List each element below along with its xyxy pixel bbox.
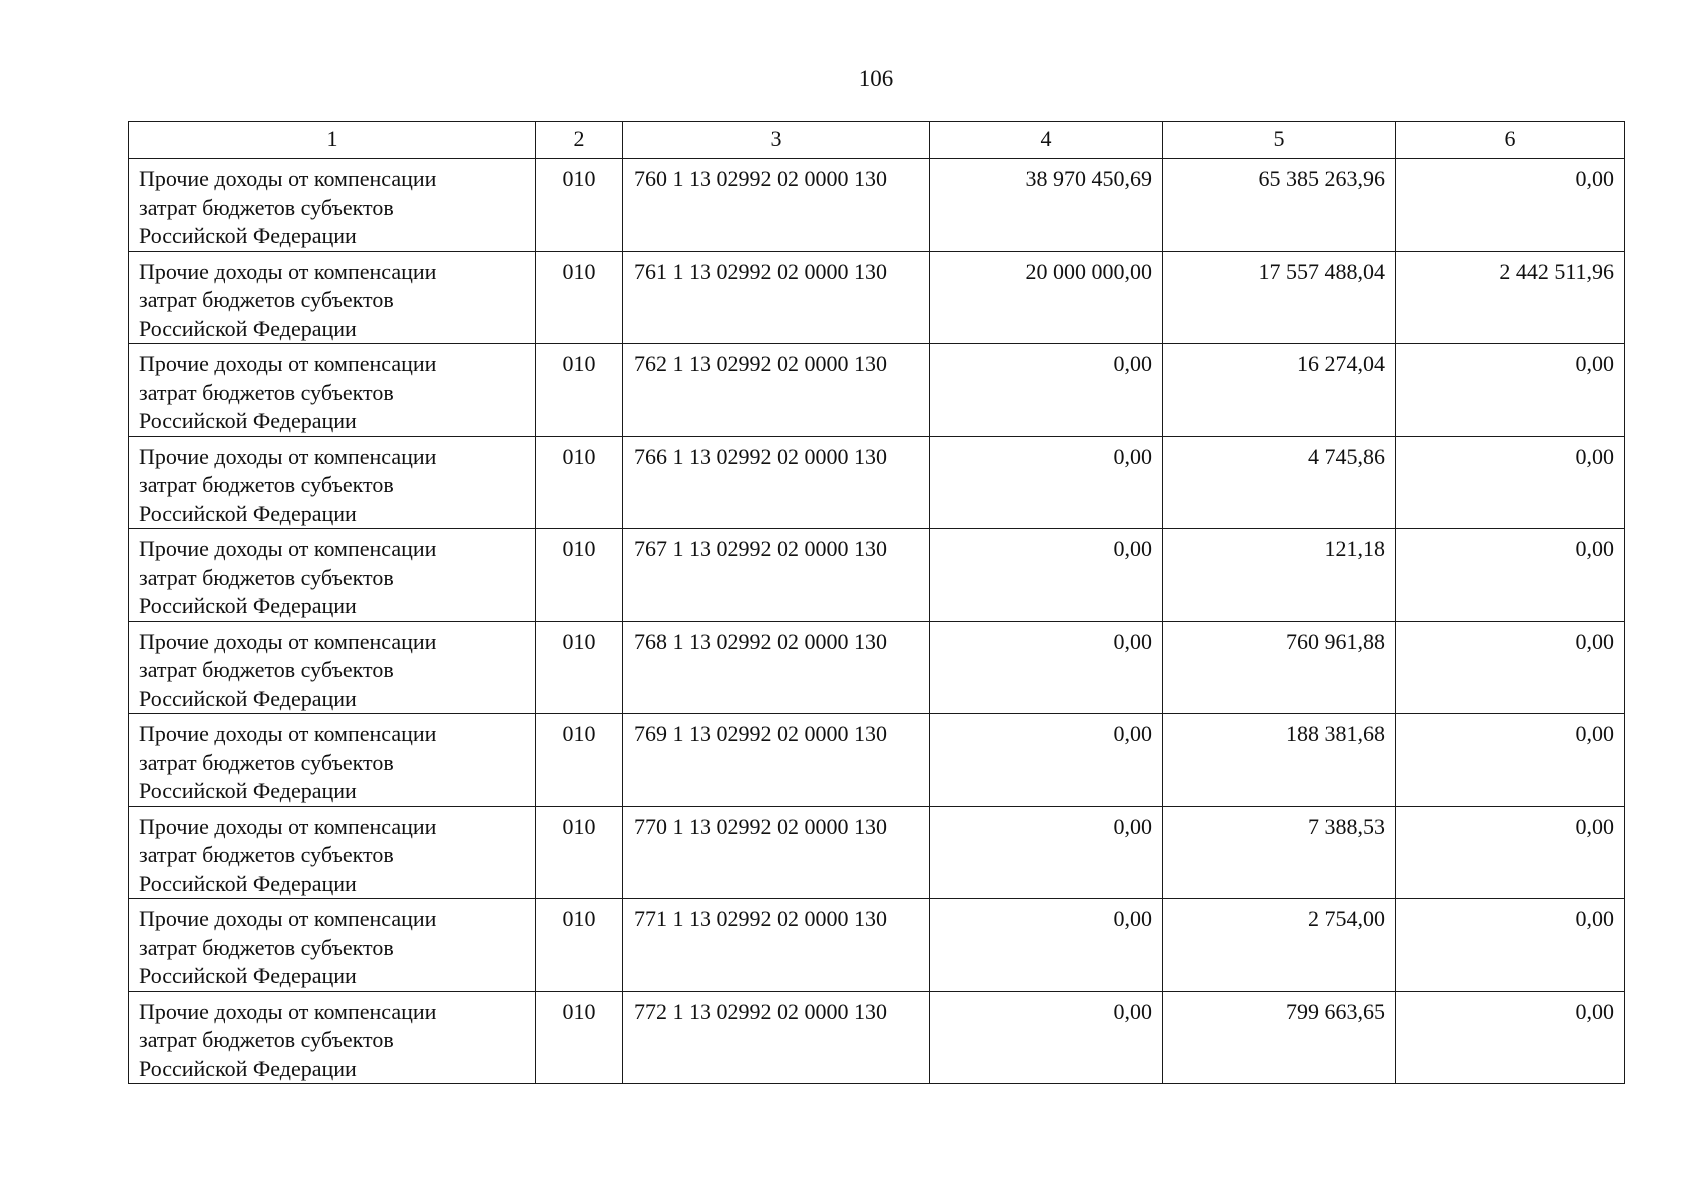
- column-header: 5: [1163, 122, 1396, 159]
- income-name-line: Российской Федерации: [139, 500, 357, 526]
- income-name-line: Прочие доходы от компенсации: [139, 166, 437, 191]
- amount-col5-cell: 188 381,68: [1163, 714, 1396, 807]
- income-name-line: Прочие доходы от компенсации: [139, 628, 437, 654]
- income-name-line: затрат бюджетов субъектов: [139, 1027, 394, 1052]
- amount-col4-cell: 0,00: [930, 529, 1163, 622]
- income-name-line: затрат бюджетов субъектов: [139, 564, 394, 590]
- amount-col6-cell: 0,00: [1396, 344, 1625, 437]
- income-name-line: Прочие доходы от компенсации: [139, 813, 437, 839]
- income-name-cell: [129, 529, 536, 622]
- income-name-line: Прочие доходы от компенсации: [139, 443, 437, 469]
- budget-code-cell: 761 1 13 02992 02 0000 130: [623, 251, 930, 344]
- column-header: 1: [129, 122, 536, 159]
- row-code-cell: 010: [536, 899, 623, 992]
- amount-col6-cell: 2 442 511,96: [1396, 251, 1625, 344]
- amount-col4-cell: 0,00: [930, 344, 1163, 437]
- income-name-cell: [129, 159, 536, 252]
- amount-col4-cell: 0,00: [930, 714, 1163, 807]
- amount-col4-cell: 0,00: [930, 991, 1163, 1084]
- row-code-cell: 010: [536, 621, 623, 714]
- header-row: [129, 122, 1625, 159]
- income-name-cell: [129, 436, 536, 529]
- amount-col6-cell: 0,00: [1396, 806, 1625, 899]
- amount-col4-cell: 0,00: [930, 621, 1163, 714]
- table-body: [129, 159, 1625, 1084]
- budget-code-cell: 771 1 13 02992 02 0000 130: [623, 899, 930, 992]
- amount-col4-cell: 0,00: [930, 806, 1163, 899]
- income-name-cell: [129, 344, 536, 437]
- budget-code-cell: 770 1 13 02992 02 0000 130: [623, 806, 930, 899]
- budget-code-cell: 766 1 13 02992 02 0000 130: [623, 436, 930, 529]
- page-number: 106: [858, 66, 894, 91]
- income-name-line: Российской Федерации: [139, 315, 357, 341]
- budget-code-cell: 768 1 13 02992 02 0000 130: [623, 621, 930, 714]
- income-name-line: Российской Федерации: [139, 408, 357, 433]
- income-name-line: затрат бюджетов субъектов: [139, 194, 394, 220]
- amount-col4-cell: 20 000 000,00: [930, 251, 1163, 344]
- income-name-line: затрат бюджетов субъектов: [139, 287, 394, 312]
- column-header: 3: [623, 122, 930, 159]
- income-name-line: Прочие доходы от компенсации: [139, 998, 437, 1024]
- budget-code-cell: 760 1 13 02992 02 0000 130: [623, 159, 930, 252]
- income-name-cell: [129, 621, 536, 714]
- row-code-cell: 010: [536, 806, 623, 899]
- amount-col4-cell: 0,00: [930, 899, 1163, 992]
- amount-col6-cell: 0,00: [1396, 436, 1625, 529]
- budget-code-cell: 767 1 13 02992 02 0000 130: [623, 529, 930, 622]
- row-code-cell: 010: [536, 436, 623, 529]
- budget-code-cell: 762 1 13 02992 02 0000 130: [623, 344, 930, 437]
- income-name-line: затрат бюджетов субъектов: [139, 379, 394, 405]
- income-name-line: Российской Федерации: [139, 870, 357, 896]
- table-row: [129, 251, 1625, 344]
- amount-col5-cell: 121,18: [1163, 529, 1396, 622]
- table-row: [129, 806, 1625, 899]
- amount-col5-cell: 2 754,00: [1163, 899, 1396, 992]
- income-name-line: затрат бюджетов субъектов: [139, 934, 394, 960]
- amount-col5-cell: 65 385 263,96: [1163, 159, 1396, 252]
- income-name-line: Прочие доходы от компенсации: [139, 351, 437, 376]
- amount-col6-cell: 0,00: [1396, 991, 1625, 1084]
- income-name-line: Российской Федерации: [139, 778, 357, 803]
- table-row: [129, 529, 1625, 622]
- budget-code-cell: 772 1 13 02992 02 0000 130: [623, 991, 930, 1084]
- row-code-cell: 010: [536, 529, 623, 622]
- amount-col6-cell: 0,00: [1396, 714, 1625, 807]
- income-name-line: затрат бюджетов субъектов: [139, 749, 394, 775]
- income-name-cell: [129, 991, 536, 1084]
- column-header: 6: [1396, 122, 1625, 159]
- row-code-cell: 010: [536, 714, 623, 807]
- table-row: [129, 899, 1625, 992]
- row-code-cell: 010: [536, 159, 623, 252]
- amount-col5-cell: 760 961,88: [1163, 621, 1396, 714]
- income-name-line: Прочие доходы от компенсации: [139, 536, 437, 561]
- amount-col6-cell: 0,00: [1396, 159, 1625, 252]
- income-name-line: Прочие доходы от компенсации: [139, 721, 437, 746]
- amount-col6-cell: 0,00: [1396, 899, 1625, 992]
- row-code-cell: 010: [536, 991, 623, 1084]
- amount-col5-cell: 799 663,65: [1163, 991, 1396, 1084]
- table-row: [129, 159, 1625, 252]
- amount-col5-cell: 4 745,86: [1163, 436, 1396, 529]
- income-name-line: затрат бюджетов субъектов: [139, 842, 394, 867]
- income-name-line: Российской Федерации: [139, 593, 357, 618]
- table-row: [129, 436, 1625, 529]
- amount-col5-cell: 16 274,04: [1163, 344, 1396, 437]
- revenue-table: [128, 121, 1625, 1084]
- table-row: [129, 344, 1625, 437]
- income-name-cell: [129, 251, 536, 344]
- income-name-line: Российской Федерации: [139, 1055, 357, 1081]
- income-name-line: Российской Федерации: [139, 223, 357, 248]
- table-row: [129, 714, 1625, 807]
- row-code-cell: 010: [536, 344, 623, 437]
- income-name-cell: [129, 714, 536, 807]
- column-header: 4: [930, 122, 1163, 159]
- column-header: 2: [536, 122, 623, 159]
- income-name-line: затрат бюджетов субъектов: [139, 657, 394, 682]
- amount-col5-cell: 7 388,53: [1163, 806, 1396, 899]
- row-code-cell: 010: [536, 251, 623, 344]
- table-row: [129, 991, 1625, 1084]
- income-name-line: Прочие доходы от компенсации: [139, 906, 437, 931]
- income-name-line: Российской Федерации: [139, 685, 357, 711]
- amount-col5-cell: 17 557 488,04: [1163, 251, 1396, 344]
- income-name-cell: [129, 806, 536, 899]
- income-name-cell: [129, 899, 536, 992]
- budget-code-cell: 769 1 13 02992 02 0000 130: [623, 714, 930, 807]
- amount-col6-cell: 0,00: [1396, 621, 1625, 714]
- amount-col6-cell: 0,00: [1396, 529, 1625, 622]
- amount-col4-cell: 0,00: [930, 436, 1163, 529]
- table-row: [129, 621, 1625, 714]
- amount-col4-cell: 38 970 450,69: [930, 159, 1163, 252]
- income-name-line: затрат бюджетов субъектов: [139, 472, 394, 497]
- income-name-line: Прочие доходы от компенсации: [139, 258, 437, 284]
- income-name-line: Российской Федерации: [139, 963, 357, 988]
